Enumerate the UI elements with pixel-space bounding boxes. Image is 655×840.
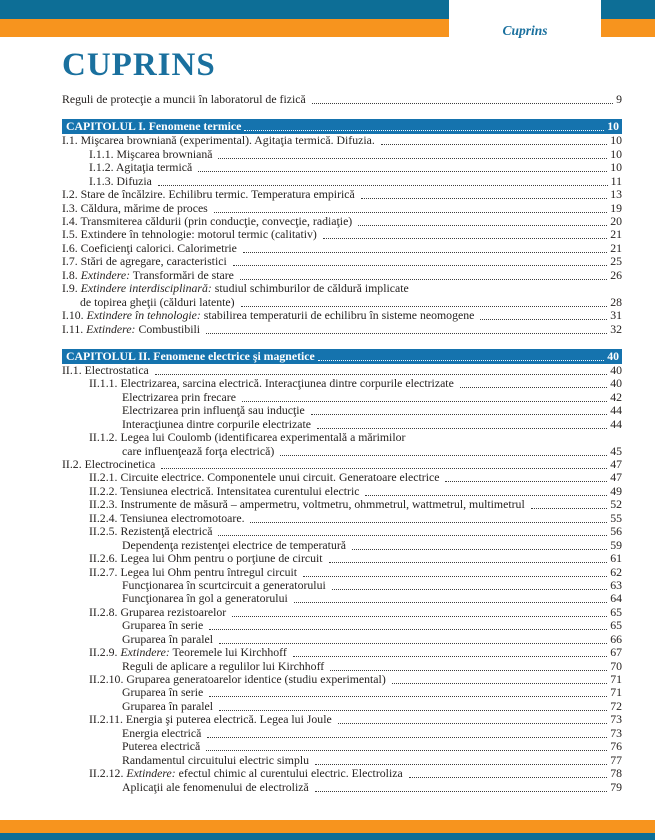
toc-entry-page: 10 xyxy=(610,160,622,175)
toc-entry-italic: Extindere: xyxy=(120,645,170,660)
dotted-leader xyxy=(219,710,607,711)
running-head-tab xyxy=(449,0,601,44)
toc-entry-text: Gruparea în serie xyxy=(122,618,207,633)
dotted-leader xyxy=(240,279,607,280)
toc-entry xyxy=(89,713,622,726)
toc-entry-text: Dependenţa rezistenţei electrice de temperatură xyxy=(122,537,349,552)
toc-entry-page: 62 xyxy=(610,564,622,579)
toc-entry-page: 40 xyxy=(610,376,622,391)
toc-entry-text: I.1. Mişcarea browniană (experimental). Agitaţia termică. Difuzia. xyxy=(62,133,378,148)
toc-entry xyxy=(89,175,622,188)
dotted-leader xyxy=(392,683,608,684)
toc-entry xyxy=(89,431,622,444)
toc-entry-page: 65 xyxy=(610,604,622,619)
toc-entry-italic: Extindere: xyxy=(80,267,131,282)
toc-entry-page: 40 xyxy=(610,362,622,377)
toc-entry-page: 65 xyxy=(610,618,622,633)
toc-entry xyxy=(122,592,622,605)
dotted-leader xyxy=(241,306,608,307)
toc-entry xyxy=(122,727,622,740)
toc-entry-text: II.2.5. Rezistenţă electrică xyxy=(89,524,216,539)
toc-entry xyxy=(62,134,622,147)
toc-entry-text: I.1.3. Difuzia xyxy=(89,173,155,188)
dotted-leader xyxy=(381,144,607,145)
toc-entry-page: 76 xyxy=(610,739,622,754)
toc-entry-page: 73 xyxy=(610,725,622,740)
toc-entry xyxy=(62,188,622,201)
toc-entry-text: II.2.4. Tensiunea electromotoare. xyxy=(89,510,248,525)
toc-entry-text: II.2.7. Legea lui Ohm pentru întregul circuit xyxy=(89,564,300,579)
dotted-leader xyxy=(317,428,607,429)
toc-entry xyxy=(122,687,622,700)
dotted-leader xyxy=(332,589,608,590)
toc-entry-text: Randamentul circuitului electric simplu xyxy=(122,752,313,767)
dotted-leader xyxy=(315,764,607,765)
toc-entry xyxy=(89,646,622,659)
toc-entry-text: II.2.3. Instrumente de măsură – ampermetru, voltmetru, ohmmetrul, wattmetrul, multimetrul xyxy=(89,497,528,512)
toc-entry-text: Funcţionarea în scurtcircuit a generatorului xyxy=(122,577,329,592)
dotted-leader xyxy=(315,791,608,792)
toc-entry-page: 31 xyxy=(610,308,622,323)
toc-entry-italic: Extindere în tehnologie: xyxy=(86,308,201,323)
toc-entry-page: 49 xyxy=(610,483,622,498)
toc-entry-text: II.2.2. Tensiunea electrică. Intensitatea curentului electric xyxy=(89,483,363,498)
toc-entry xyxy=(62,269,622,282)
toc-entry-page: 19 xyxy=(610,200,622,215)
toc-entry-text: Interacţiunea dintre corpurile electrizate xyxy=(122,416,314,431)
toc-entry-italic: Extindere interdisciplinară: xyxy=(80,281,212,296)
toc-entry-page: 59 xyxy=(610,537,622,552)
toc-entry xyxy=(122,740,622,753)
toc-entry-text: I.2. Stare de încălzire. Echilibru termic. Temperatura empirică xyxy=(62,187,358,202)
running-head-label: Cuprins xyxy=(502,23,548,38)
toc-entry-text: I.8. xyxy=(62,267,81,282)
toc-entry-page: 79 xyxy=(610,779,622,794)
toc-entry xyxy=(89,485,622,498)
chapter-heading xyxy=(62,119,622,134)
toc-entry-page: 71 xyxy=(610,672,622,687)
dotted-leader xyxy=(219,643,607,644)
toc-entry xyxy=(89,512,622,525)
toc-entry-text: II.2.10. Gruparea generatoarelor identice (studiu experimental) xyxy=(89,672,389,687)
toc-entry-page: 28 xyxy=(610,294,622,309)
dotted-leader xyxy=(338,723,608,724)
toc-entry-rest: studiul schimburilor de căldură implicate xyxy=(211,281,409,296)
toc-entry-text: Energia electrică xyxy=(122,725,205,740)
toc-entry-page: 42 xyxy=(610,389,622,404)
toc-entry xyxy=(89,606,622,619)
dotted-leader xyxy=(244,130,604,131)
toc-entry xyxy=(62,215,622,228)
dotted-leader xyxy=(318,360,604,361)
toc-entry xyxy=(122,445,622,458)
dotted-leader xyxy=(218,535,607,536)
toc-entry-page: 71 xyxy=(610,685,622,700)
dotted-leader xyxy=(531,508,608,509)
toc-entry-page: 47 xyxy=(610,457,622,472)
toc-entry-page: 72 xyxy=(610,698,622,713)
toc-entry xyxy=(62,255,622,268)
bottom-orange-band xyxy=(0,820,655,833)
toc-entry-page: 44 xyxy=(610,416,622,431)
toc-entry-text: Electrizarea prin influenţă sau inducţie xyxy=(122,403,308,418)
toc-entry xyxy=(89,566,622,579)
toc-entry-text: II.2.11. Energia şi puterea electrică. Legea lui Joule xyxy=(89,712,335,727)
toc-entry xyxy=(62,364,622,377)
dotted-leader xyxy=(207,737,607,738)
dotted-leader xyxy=(233,265,608,266)
table-of-contents xyxy=(62,93,622,794)
toc-entry xyxy=(89,673,622,686)
toc-entry-page: 63 xyxy=(610,577,622,592)
toc-entry xyxy=(122,700,622,713)
toc-entry-page: 78 xyxy=(610,766,622,781)
toc-entry xyxy=(89,525,622,538)
toc-entry-text: Aplicaţii ale fenomenului de electroliză xyxy=(122,779,312,794)
dotted-leader xyxy=(358,225,607,226)
page-title: CUPRINS xyxy=(62,47,216,83)
toc-entry-text: I.10. xyxy=(62,308,87,323)
toc-entry-text: Gruparea în serie xyxy=(122,685,207,700)
dotted-leader xyxy=(243,252,607,253)
toc-entry-page: 61 xyxy=(610,551,622,566)
toc-entry-page: 56 xyxy=(610,524,622,539)
toc-entry xyxy=(89,148,622,161)
toc-entry xyxy=(62,309,622,322)
toc-entry-page: 52 xyxy=(610,497,622,512)
toc-entry-text: I.5. Extindere în tehnologie: motorul termic (calitativ) xyxy=(62,227,320,242)
toc-entry xyxy=(122,391,622,404)
dotted-leader xyxy=(206,750,607,751)
toc-entry xyxy=(89,377,622,390)
toc-entry-page: 47 xyxy=(610,470,622,485)
dotted-leader xyxy=(161,468,607,469)
dotted-leader xyxy=(352,549,607,550)
toc-entry xyxy=(122,781,622,794)
toc-entry-text: I.1.1. Mişcarea browniană xyxy=(89,146,216,161)
toc-entry xyxy=(122,404,622,417)
toc-entry-page: 10 xyxy=(610,146,622,161)
toc-entry-rest: Transformări de stare xyxy=(130,267,237,282)
dotted-leader xyxy=(312,103,613,104)
toc-entry-page: 11 xyxy=(610,173,622,188)
toc-entry-text: Gruparea în paralel xyxy=(122,698,216,713)
toc-entry-text: II.1. Electrostatica xyxy=(62,362,152,377)
dotted-leader xyxy=(158,185,608,186)
toc-entry-text: I.1.2. Agitaţia termică xyxy=(89,160,196,175)
toc-entry xyxy=(89,498,622,511)
toc-entry-page: 10 xyxy=(610,133,622,148)
toc-entry-page: 73 xyxy=(610,712,622,727)
toc-entry-page: 66 xyxy=(610,631,622,646)
toc-entry-page: 32 xyxy=(610,321,622,336)
dotted-leader xyxy=(214,212,607,213)
dotted-leader xyxy=(361,198,607,199)
toc-entry-text: Puterea electrică xyxy=(122,739,204,754)
toc-entry xyxy=(62,229,622,242)
bottom-teal-band xyxy=(0,833,655,840)
toc-entry-text: I.7. Stări de agregare, caracteristici xyxy=(62,254,230,269)
toc-entry-page: 26 xyxy=(610,267,622,282)
chapter-heading-page: 40 xyxy=(607,349,619,363)
dotted-leader xyxy=(460,387,607,388)
dotted-leader xyxy=(329,562,608,563)
dotted-leader xyxy=(242,401,607,402)
dotted-leader xyxy=(232,616,607,617)
toc-entry-text: Gruparea în paralel xyxy=(122,631,216,646)
dotted-leader xyxy=(209,696,607,697)
dotted-leader xyxy=(445,481,607,482)
toc-entry-text: II.1.2. Legea lui Coulomb (identificarea experimentală a mărimilor xyxy=(89,430,406,445)
toc-entry-page: 55 xyxy=(610,510,622,525)
chapter-heading-title: CAPITOLUL I. Fenomene termice xyxy=(66,119,242,134)
toc-entry-page: 20 xyxy=(610,214,622,229)
toc-entry-text: I.3. Căldura, mărime de proces xyxy=(62,200,211,215)
toc-entry-text: I.11. xyxy=(62,321,87,336)
toc-entry-rest: Combustibili xyxy=(135,321,204,336)
toc-entry-page: 21 xyxy=(610,240,622,255)
toc-entry xyxy=(122,633,622,646)
toc-entry-page: 70 xyxy=(610,658,622,673)
dotted-leader xyxy=(155,374,607,375)
toc-entry-text: II.2. Electrocinetica xyxy=(62,457,159,472)
content-column xyxy=(62,0,622,794)
toc-entry xyxy=(89,552,622,565)
dotted-leader xyxy=(293,656,607,657)
toc-entry-rest: efectul chimic al curentului electric. Electroliza xyxy=(175,766,406,781)
toc-entry xyxy=(62,458,622,471)
chapter-heading xyxy=(62,349,622,364)
toc-entry-text: I.4. Transmiterea căldurii (prin conducţie, convecţie, radiaţie) xyxy=(62,214,356,229)
dotted-leader xyxy=(330,670,607,671)
toc-entry xyxy=(62,282,622,295)
toc-entry-page: 9 xyxy=(616,91,622,106)
toc-entry xyxy=(89,767,622,780)
toc-entry-text: I.6. Coeficienţi calorici. Calorimetrie xyxy=(62,240,240,255)
toc-entry xyxy=(122,660,622,673)
toc-entry-text: II.2.1. Circuite electrice. Componentele unui circuit. Generatoare electrice xyxy=(89,470,443,485)
toc-entry xyxy=(122,619,622,632)
toc-entry-page: 77 xyxy=(610,752,622,767)
dotted-leader xyxy=(218,158,607,159)
dotted-leader xyxy=(250,522,607,523)
toc-entry-text: II.2.9. xyxy=(89,645,121,660)
toc-entry-text: II.2.6. Legea lui Ohm pentru o porţiune de circuit xyxy=(89,551,326,566)
dotted-leader xyxy=(209,629,607,630)
toc-entry-rest: stabilirea temperaturii de echilibru în sisteme neomogene xyxy=(200,308,478,323)
dotted-leader xyxy=(206,333,607,334)
dotted-leader xyxy=(480,319,607,320)
toc-entry-page: 64 xyxy=(610,591,622,606)
toc-entry-text: Reguli de protecţie a muncii în laboratorul de fizică xyxy=(62,91,309,106)
toc-entry-text: II.1.1. Electrizarea, sarcina electrică. Interacţiunea dintre corpurile electrizate xyxy=(89,376,457,391)
toc-entry xyxy=(62,202,622,215)
toc-entry xyxy=(89,161,622,174)
toc-entry-page: 25 xyxy=(610,254,622,269)
dotted-leader xyxy=(294,602,607,603)
toc-entry-page: 21 xyxy=(610,227,622,242)
toc-entry-text: Reguli de aplicare a regulilor lui Kirchhoff xyxy=(122,658,328,673)
toc-entry-text: Funcţionarea în gol a generatorului xyxy=(122,591,291,606)
dotted-leader xyxy=(365,495,607,496)
toc-entry xyxy=(62,242,622,255)
dotted-leader xyxy=(280,455,607,456)
toc-entry xyxy=(122,418,622,431)
toc-entry xyxy=(62,93,622,106)
toc-entry xyxy=(122,539,622,552)
toc-entry xyxy=(62,323,622,336)
toc-entry-text: II.2.8. Gruparea rezistoarelor xyxy=(89,604,230,619)
dotted-leader xyxy=(311,414,607,415)
toc-entry-rest: Teoremele lui Kirchhoff xyxy=(169,645,290,660)
toc-entry-italic: Extindere: xyxy=(126,766,176,781)
toc-entry-page: 45 xyxy=(610,443,622,458)
chapter-heading-page: 10 xyxy=(607,119,619,134)
toc-entry-text: care influenţează forţa electrică) xyxy=(122,443,278,458)
toc-entry xyxy=(89,472,622,485)
toc-entry-text: Electrizarea prin frecare xyxy=(122,389,239,404)
toc-entry-italic: Extindere: xyxy=(86,321,136,336)
toc-entry-page: 44 xyxy=(610,403,622,418)
toc-entry-text: de topirea gheţii (călduri latente) xyxy=(80,294,238,309)
dotted-leader xyxy=(303,576,607,577)
toc-entry-page: 13 xyxy=(610,187,622,202)
toc-entry-text: II.2.12. xyxy=(89,766,127,781)
toc-entry-text: I.9. xyxy=(62,281,81,296)
toc-entry xyxy=(80,296,622,309)
dotted-leader xyxy=(198,171,607,172)
dotted-leader xyxy=(323,238,607,239)
toc-entry xyxy=(122,579,622,592)
dotted-leader xyxy=(409,777,608,778)
toc-entry xyxy=(122,754,622,767)
chapter-heading-title: CAPITOLUL II. Fenomene electrice şi magnetice xyxy=(66,349,315,363)
toc-entry-page: 67 xyxy=(610,645,622,660)
